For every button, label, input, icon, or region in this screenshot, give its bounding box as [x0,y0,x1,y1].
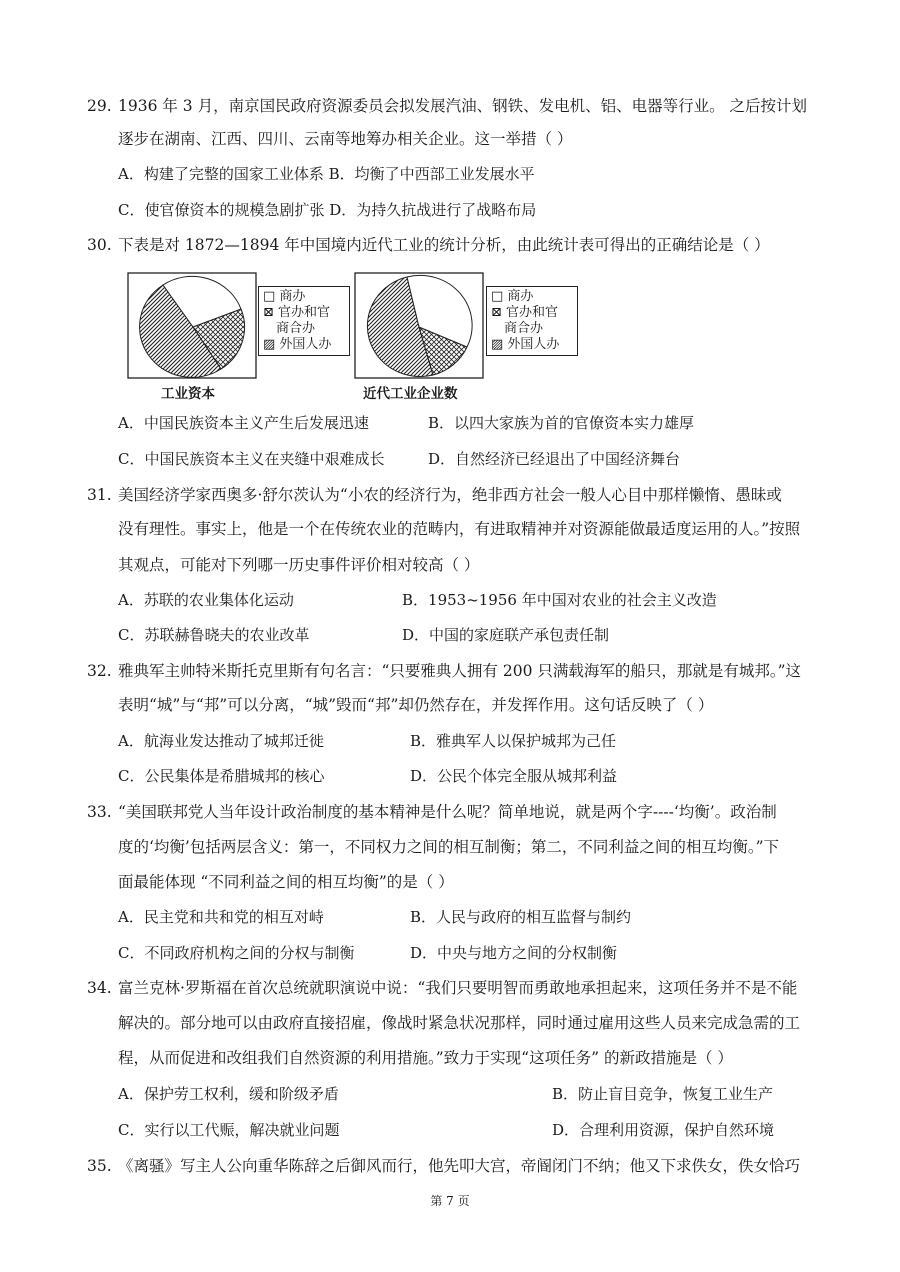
question-number: 34. [87,979,112,997]
question-text: 表明“城”与“邦”可以分离，“城”毁而“邦”却仍然存在，并发挥作用。这句话反映了（ ） [118,696,714,714]
option-a: A．保护劳工权利，缓和阶级矛盾 [118,1085,339,1103]
question-text: 雅典军主帅特米斯托克里斯有句名言：“只要雅典人拥有 200 只满载海军的船只，那就是有城邦。”这 [118,662,802,680]
question-number: 33. [87,803,112,821]
option-d: D．合理利用资源，保护自然环境 [552,1121,775,1139]
question-text: 逐步在湖南、江西、四川、云南等地筹办相关企业。这一举措（ ） [118,130,573,148]
option-b: B．以四大家族为首的官僚资本实力雄厚 [428,414,695,432]
legend-official-cont: 商合办 [504,321,544,336]
question-text: 面最能体现 “不同利益之间的相互均衡”的是（ ） [118,873,454,891]
question-text: 没有理性。事实上，他是一个在传统农业的范畴内，有进取精神并对资源能做最适度运用的人。”按照 [118,520,801,538]
legend-official: ⊠ 官办和官 [491,305,559,320]
pie-caption: 近代工业企业数 [363,386,458,402]
pie-caption: 工业资本 [161,386,215,402]
question-text: 富兰克林·罗斯福在首次总统就职演说中说：“我们只要明智而勇敢地承担起来，这项任务并不是不能 [118,979,798,997]
option-b: B．人民与政府的相互监督与制约 [410,908,632,926]
legend-merchant: □ 商办 [263,289,306,304]
question-text: 其观点，可能对下列哪一历史事件评价相对较高（ ） [118,556,480,574]
option-c: C．苏联赫鲁晓夫的农业改革 [118,626,310,644]
option-d: D．公民个体完全服从城邦利益 [410,767,618,785]
option-d: D．自然经济已经退出了中国经济舞台 [428,450,681,468]
question-number: 35. [87,1157,112,1175]
question-text: 度的‘均衡’包括两层含义：第一，不同权力之间的相互制衡；第二，不同利益之间的相互均衡。”下 [118,838,780,856]
option-a: A．民主党和共和党的相互对峙 [118,908,324,926]
legend-merchant: □ 商办 [491,289,534,304]
legend-foreign: ▨ 外国人办 [491,337,560,352]
option-a: A．中国民族资本主义产生后发展迅速 [118,414,369,432]
option-b: B．1953~1956 年中国对农业的社会主义改造 [402,591,717,609]
question-text: “美国联邦党人当年设计政治制度的基本精神是什么呢？简单地说，就是两个字----‘均衡’。政治制 [118,803,777,821]
question-number: 30. [87,236,112,254]
legend-official: ⊠ 官办和官 [263,305,331,320]
question-number: 31. [87,486,112,504]
option-c: C．不同政府机构之间的分权与制衡 [118,944,355,962]
option-b: B．雅典军人以保护城邦为己任 [410,732,617,750]
option-c: C．中国民族资本主义在夹缝中艰难成长 [118,450,385,468]
option-c: C．公民集体是希腊城邦的核心 [118,767,325,785]
question-text: 下表是对 1872—1894 年中国境内近代工业的统计分析，由此统计表可得出的正确结论是（ ） [118,236,770,254]
option-c: C．实行以工代赈，解决就业问题 [118,1121,340,1139]
question-text: 1936 年 3 月，南京国民政府资源委员会拟发展汽油、钢铁、发电机、铝、电器等行业。 之后按计划 [118,97,808,115]
question-number: 29. [87,97,112,115]
option-a: A．苏联的农业集体化运动 [118,591,294,609]
option-line: C．使官僚资本的规模急剧扩张 D．为持久抗战进行了战略布局 [118,201,537,219]
question-text: 解决的。部分地可以由政府直接招雇，像战时紧急状况那样，同时通过雇用这些人员来完成急需的工 [118,1014,801,1032]
legend-foreign: ▨ 外国人办 [263,337,332,352]
option-b: B．防止盲目竞争，恢复工业生产 [552,1085,774,1103]
option-d: D．中央与地方之间的分权制衡 [410,944,618,962]
option-a: A．航海业发达推动了城邦迁徙 [118,732,324,750]
question-number: 32. [87,662,112,680]
pie-chart-figure [127,272,587,407]
page-number: 第 7 页 [430,1194,470,1208]
question-text: 美国经济学家西奥多·舒尔茨认为“小农的经济行为，绝非西方社会一般人心目中那样懒惰、愚昧或 [118,486,782,504]
option-line: A．构建了完整的国家工业体系 B．均衡了中西部工业发展水平 [118,165,535,183]
question-text: 程，从而促进和改组我们自然资源的利用措施。”致力于实现“这项任务” 的新政措施是（ ） [118,1049,733,1067]
option-d: D．中国的家庭联产承包责任制 [402,626,610,644]
question-text: 《离骚》写主人公向重华陈辞之后御风而行，他先叩大宫，帝阍闭门不纳；他又下求佚女，佚女恰巧 [118,1157,801,1175]
legend [486,286,578,356]
legend-official-cont: 商合办 [276,321,316,336]
legend [258,286,350,356]
